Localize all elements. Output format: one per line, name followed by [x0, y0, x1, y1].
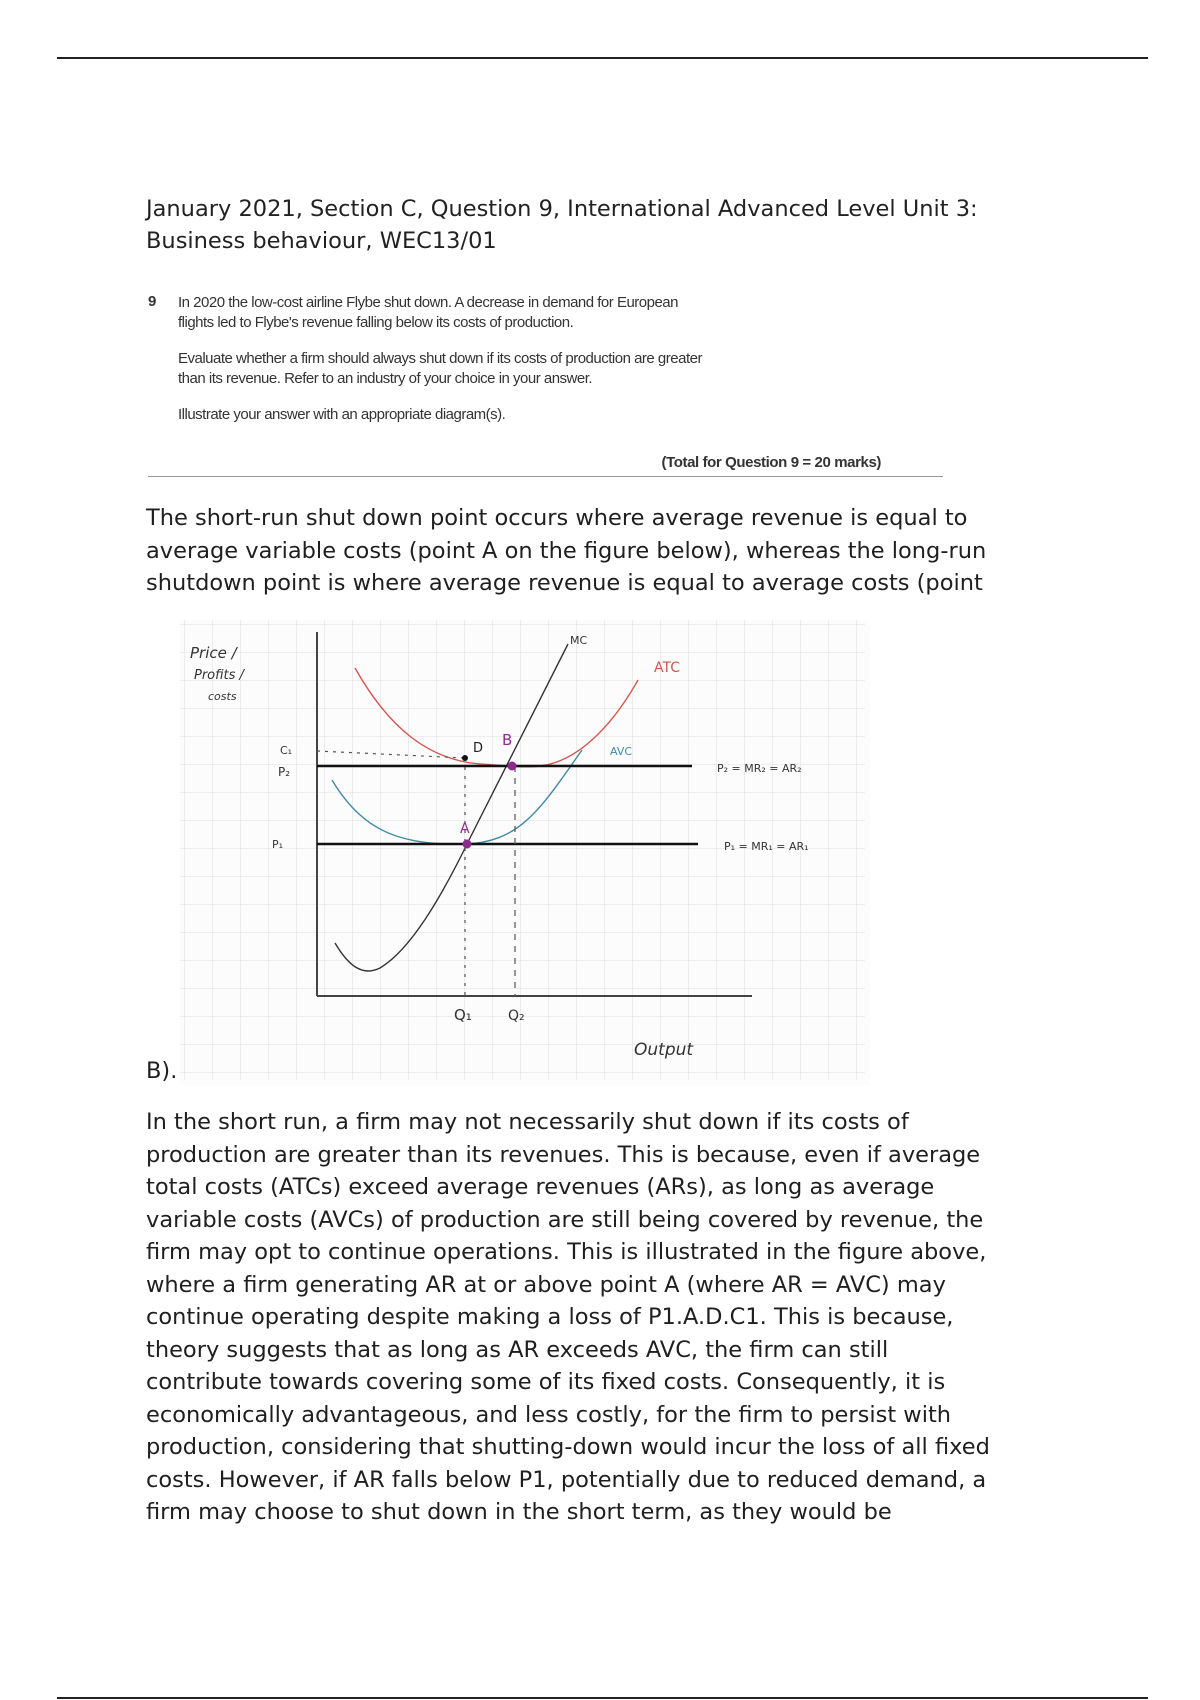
cost-curves-chart — [180, 620, 870, 1085]
question-context: In 2020 the low-cost airline Flybe shut down. A decrease in demand for European flights led to Flybe's revenue falling below its costs of production. — [178, 294, 678, 331]
x-axis-label: Output — [634, 1040, 694, 1060]
atc-label: ATC — [654, 660, 680, 676]
point-b-marker — [508, 762, 517, 771]
mc-label: MC — [570, 634, 588, 647]
answer-intro-continuation: B). — [146, 1058, 178, 1084]
exam-question — [148, 293, 948, 441]
title-line-2: Business behaviour, WEC13/01 — [146, 228, 497, 254]
question-task: Evaluate whether a firm should always shut down if its costs of production are greater than its revenue. Refer to an industry of your choice in your answer. — [178, 350, 702, 387]
p1-label: P₁ — [272, 838, 284, 851]
p2-mr2-ar2-label: P₂ = MR₂ = AR₂ — [717, 762, 802, 775]
top-rule — [57, 57, 1148, 59]
title-line-1: January 2021, Section C, Question 9, International Advanced Level Unit 3: — [146, 196, 978, 222]
page-title — [146, 193, 1106, 257]
y-axis-label-line-3: costs — [208, 690, 237, 703]
c1-label: C₁ — [280, 744, 293, 757]
p1-mr1-ar1-label: P₁ = MR₁ = AR₁ — [724, 840, 809, 853]
question-total-marks: (Total for Question 9 = 20 marks) — [148, 452, 943, 477]
point-d-label: D — [473, 741, 484, 756]
point-a-marker — [463, 840, 472, 849]
p2-label: P₂ — [278, 765, 291, 779]
q1-label: Q₁ — [454, 1006, 472, 1024]
point-a-label: A — [460, 821, 470, 837]
y-axis-label-line-2: Profits / — [194, 668, 244, 683]
answer-body: In the short run, a firm may not necessarily shut down if its costs of production are greater than its revenues. This is because, even if average total costs (ATCs) exceed average revenues (ARs), as long as average variable costs (AVCs) of production are still being covered by revenue, the firm may opt to continue operations. This is illustrated in the figure above, where a firm generating AR at or above point A (where AR = AVC) may continue operating despite making a loss of P1.A.D.C1. This is because, theory suggests that as long as AR exceeds AVC, the firm can still contribute towards covering some of its fixed costs. Consequently, it is economically advantageous, and less costly, for the firm to persist with production, considering that shutting-down would incur the loss of all fixed costs. However, if AR falls below P1, potentially due to reduced demand, a firm may choose to shut down in the short term, as they would be — [146, 1109, 990, 1525]
point-d-marker — [462, 755, 468, 761]
bottom-rule — [57, 1697, 1148, 1699]
answer-intro: The short-run shut down point occurs where average revenue is equal to average variable costs (point A on the figure below), whereas the long-run shutdown point is where average revenue is equal to average costs (point — [146, 505, 987, 596]
avc-label: AVC — [610, 745, 633, 758]
question-instruction: Illustrate your answer with an appropriate diagram(s). — [178, 406, 506, 423]
y-axis-label-line-1: Price / — [190, 644, 237, 662]
question-number: 9 — [148, 293, 156, 310]
shutdown-point-diagram — [180, 620, 870, 1085]
point-b-label: B — [502, 731, 513, 749]
q2-label: Q₂ — [508, 1008, 525, 1024]
